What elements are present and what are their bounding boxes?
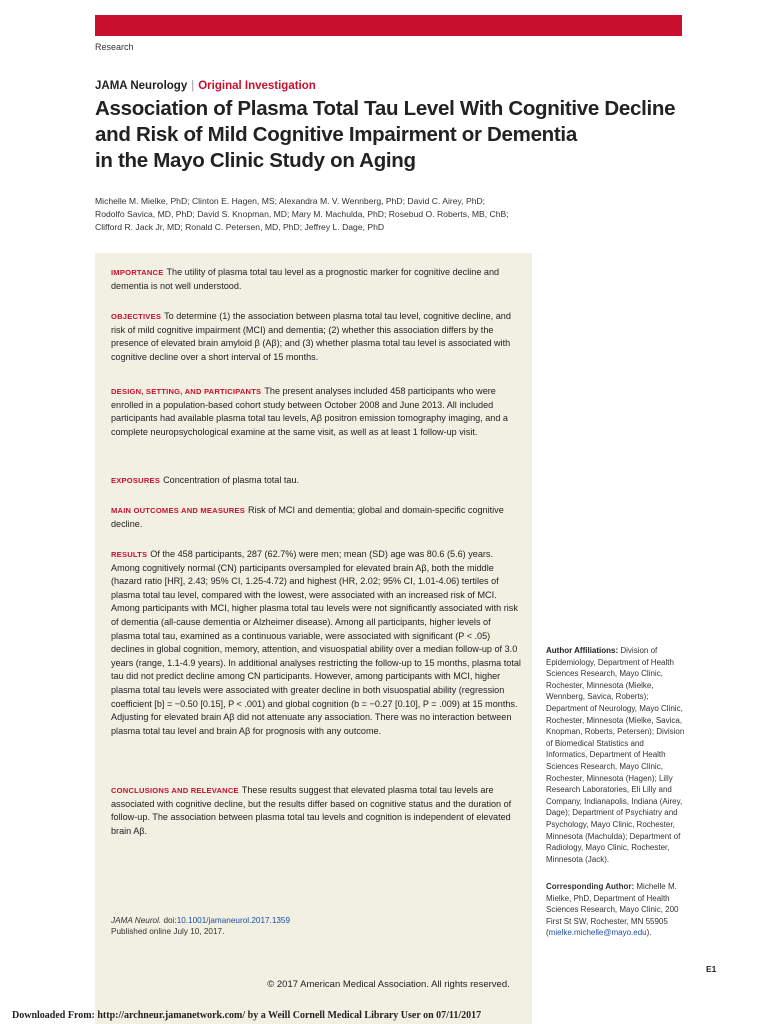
section-heading: IMPORTANCE: [111, 268, 164, 277]
section-heading: MAIN OUTCOMES AND MEASURES: [111, 506, 246, 515]
citation-journal: JAMA Neurol.: [111, 916, 162, 925]
abstract-results: [111, 548, 521, 738]
affiliations-text: Division of Epidemiology, Department of Health Sciences Research, Mayo Clinic, Rochester, Minnesota (Mielke, Wennberg, Savica, Roberts); Department of Neurology, Mayo Clinic, Rochester, Minnesota (Mielke, Savica, Knopman, Roberts, Petersen); Division of Biomedical Statistics and Informatics, Department of Health Sciences Research, Mayo Clinic, Rochester, Minnesota (Hagen); Lilly Research Laboratories, Eli Lilly and Company, Indianapolis, Indiana (Airey, Dage); Department of Psychiatry and Psychology, Mayo Clinic, Rochester, Minnesota (Machulda); Department of Radiology, Mayo Clinic, Rochester, Minnesota (Jack).: [546, 646, 685, 864]
copyright-notice: © 2017 American Medical Association. All rights reserved.: [267, 979, 510, 990]
section-text: These results suggest that elevated plasma total tau levels are associated with cognitive decline, but the results differ based on cognitive status and the duration of follow-up. The association between plasma total tau levels and cognition is independent of elevated brain Aβ.: [111, 785, 512, 836]
affiliations-heading: Author Affiliations:: [546, 646, 619, 655]
author-affiliations: [546, 645, 686, 865]
abstract-conclusions: [111, 784, 521, 838]
corresponding-author: [546, 881, 686, 939]
email-close: ).: [646, 928, 652, 938]
title-line: Association of Plasma Total Tau Level With Cognitive Decline: [95, 97, 676, 120]
author-line: Rodolfo Savica, MD, PhD; David S. Knopman, MD; Mary M. Machulda, PhD; Rosebud O. Roberts, MB, ChB;: [95, 209, 509, 219]
journal-name: JAMA Neurology: [95, 80, 188, 92]
section-text: To determine (1) the association between plasma total tau level, cognitive decline, and risk of mild cognitive impairment (MCI) and dementia; (2) whether this association differs by the presence of elevated brain amyloid β (Aβ); and (3) whether plasma total tau level is associated with cognitive decline over a short interval of 15 months.: [111, 311, 511, 362]
email-open: (: [546, 928, 549, 938]
section-text: Concentration of plasma total tau.: [163, 475, 300, 485]
published-date: Published online July 10, 2017.: [111, 927, 225, 936]
title-line: in the Mayo Clinic Study on Aging: [95, 149, 416, 172]
doi-link[interactable]: 10.1001/jamaneurol.2017.1359: [176, 916, 291, 925]
section-text: Of the 458 participants, 287 (62.7%) were men; mean (SD) age was 80.6 (5.6) years. Among cognitively normal (CN) participants oversampled for elevated brain Aβ, both the middle (hazard ratio [HR], 2.43; 95% CI, 1.25-4.72) and highest (HR, 2.02; 95% CI, 1.01-4.06) tertiles of plasma total tau level, compared with the lowest, were associated with an increased risk of MCI. Among participants with MCI, higher plasma total tau levels were not significantly associated with risk of dementia (all-cause dementia or Alzheimer disease). Among all participants, higher levels of plasma total tau, examined as a continuous variable, were associated with significant (P < .05) declines in global cognition, memory, attention, and visuospatial ability over a median follow-up of 3.0 years (range, 1.1-4.9 years). In additional analyses restricting the follow-up to 15 months, plasma total tau did not predict decline among CN participants. However, among participants with MCI, higher plasma total tau levels were associated with greater decline in both visuospatial ability (regression coefficient [b] = −0.50 [0.15], P < .001) and global cognition (b = −0.27 [0.10], P = .009) at 15 months. Adjusting for elevated brain Aβ did not attenuate any association. There was no interaction between plasma total tau level and brain Aβ for prognosis with any outcome.: [111, 549, 521, 736]
title-line: and Risk of Mild Cognitive Impairment or Dementia: [95, 123, 577, 146]
author-line: Michelle M. Mielke, PhD; Clinton E. Hagen, MS; Alexandra M. V. Wennberg, PhD; David C. Airey, PhD;: [95, 196, 486, 206]
download-notice: Downloaded From: http://archneur.jamanetwork.com/ by a Weill Cornell Medical Library User on 07/11/2017: [12, 1010, 482, 1021]
article-title: [95, 96, 695, 174]
citation: [111, 915, 290, 937]
abstract-objectives: [111, 310, 521, 364]
journal-separator: |: [191, 80, 195, 92]
section-heading: DESIGN, SETTING, AND PARTICIPANTS: [111, 387, 262, 396]
abstract-exposures: [111, 474, 521, 488]
section-label: Research: [95, 42, 134, 52]
header-color-bar: [95, 15, 682, 36]
section-text: Risk of MCI and dementia; global and domain-specific cognitive decline.: [111, 505, 504, 529]
page-number: E1: [706, 964, 717, 974]
abstract-outcomes: [111, 504, 521, 531]
abstract-importance: [111, 266, 521, 293]
section-heading: RESULTS: [111, 550, 148, 559]
section-text: The utility of plasma total tau level as a prognostic marker for cognitive decline and dementia is not well understood.: [111, 267, 500, 291]
article-type: Original Investigation: [198, 80, 316, 92]
abstract-design: [111, 385, 521, 439]
corresponding-heading: Corresponding Author:: [546, 882, 635, 891]
email-link[interactable]: mielke.michelle@mayo.edu: [548, 928, 647, 938]
doi-label: doi:: [163, 916, 177, 925]
journal-line: [95, 80, 316, 92]
abstract-box: [95, 253, 532, 1024]
section-heading: OBJECTIVES: [111, 312, 162, 321]
author-list: [95, 195, 565, 234]
section-heading: CONCLUSIONS AND RELEVANCE: [111, 786, 239, 795]
section-heading: EXPOSURES: [111, 476, 161, 485]
section-text: The present analyses included 458 participants who were enrolled in a population-based cohort study between October 2008 and June 2013. All included participants had available plasma total tau levels, Aβ positron emission tomography imaging, and a complete neuropsychological examine at the same visit, as well as at least 1 follow-up visit.: [111, 386, 508, 437]
author-line: Clifford R. Jack Jr, MD; Ronald C. Petersen, MD, PhD; Jeffrey L. Dage, PhD: [95, 222, 385, 232]
corresponding-text: Michelle M. Mielke, PhD, Department of Health Sciences Research, Mayo Clinic, 200 First St SW, Rochester, MN 55905: [546, 882, 679, 926]
